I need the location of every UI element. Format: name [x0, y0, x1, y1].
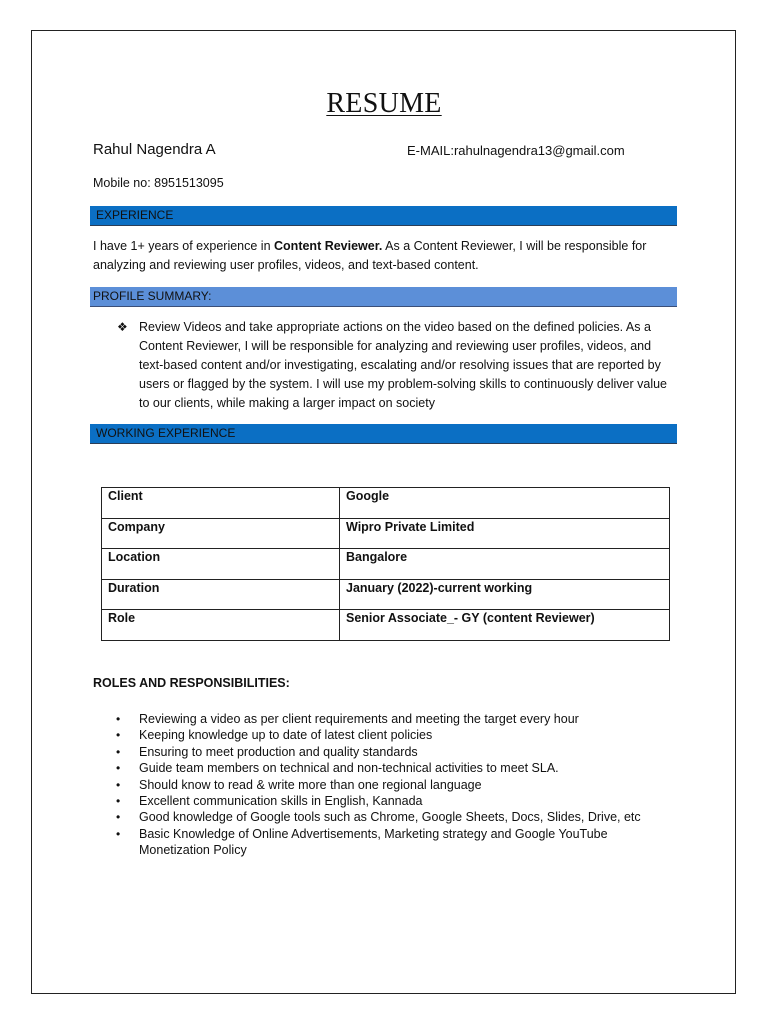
bullet-icon: • [116, 777, 121, 792]
role-text: Excellent communication skills in English, Kannada [139, 794, 423, 809]
section-header-experience: EXPERIENCE [90, 206, 677, 226]
section-header-profile-summary: PROFILE SUMMARY: [90, 287, 677, 307]
bullet-icon: • [116, 810, 121, 825]
table-row [102, 610, 670, 641]
table-value-duration: January (2022)-current working [340, 579, 670, 610]
list-item [93, 793, 673, 809]
table-value-location: Bangalore [340, 549, 670, 580]
bullet-icon: • [116, 744, 121, 759]
roles-heading: ROLES AND RESPONSIBILITIES: [93, 676, 290, 690]
role-text: Reviewing a video as per client requirements and meeting the target every hour [139, 712, 579, 726]
table-row [102, 518, 670, 549]
list-item [93, 826, 673, 859]
list-item [93, 777, 673, 793]
table-value-client: Google [340, 488, 670, 519]
table-row [102, 579, 670, 610]
table-key-company: Company [102, 518, 340, 549]
experience-paragraph [93, 237, 675, 275]
resume-title: RESUME [326, 88, 442, 119]
role-text: Guide team members on technical and non-technical activities to meet SLA. [139, 761, 559, 776]
work-experience-table [101, 487, 670, 641]
table-key-location: Location [102, 549, 340, 580]
experience-rest: As a Content Reviewer, I will be responsible for analyzing and reviewing user profiles, videos, and text-based content. [93, 239, 647, 272]
bullet-icon: • [116, 826, 121, 841]
bullet-icon: • [116, 761, 121, 776]
list-item [93, 744, 673, 760]
list-item [93, 727, 673, 743]
table-value-role: Senior Associate_- GY (content Reviewer) [340, 610, 670, 641]
profile-summary-text: Review Videos and take appropriate actions on the video based on the defined policies. As a Content Reviewer, I will be responsible for analyzing and reviewing user profiles, videos, and text-based content and/or investigating, escalating and/or resolving issues that are reported by users or flagged by the system. I will use my problem-solving skills to continuously deliver value to our clients, while making a larger impact on society [139, 320, 668, 410]
diamond-bullet-icon: ❖ [117, 320, 128, 334]
table-value-company: Wipro Private Limited [340, 518, 670, 549]
list-item [93, 711, 673, 727]
list-item [93, 760, 673, 776]
candidate-email: E-MAIL:rahulnagendra13@gmail.com [407, 143, 625, 158]
candidate-name: Rahul Nagendra A [93, 141, 216, 158]
table-key-client: Client [102, 488, 340, 519]
bullet-icon: • [116, 712, 121, 726]
table-row [102, 488, 670, 519]
role-text: Good knowledge of Google tools such as Chrome, Google Sheets, Docs, Slides, Drive, etc [139, 810, 641, 825]
experience-intro: I have 1+ years of experience in [93, 239, 275, 253]
list-item [93, 809, 673, 825]
role-text: Ensuring to meet production and quality standards [139, 744, 418, 759]
role-text: Keeping knowledge up to date of latest client policies [139, 728, 433, 743]
role-text: Basic Knowledge of Online Advertisements, Marketing strategy and Google YouTube Monetization Policy [139, 826, 608, 858]
table-key-role: Role [102, 610, 340, 641]
experience-role: Content Reviewer. [274, 239, 383, 253]
bullet-icon: • [116, 794, 121, 809]
candidate-mobile: Mobile no: 8951513095 [93, 176, 224, 190]
role-text: Should know to read & write more than one regional language [139, 777, 482, 792]
roles-list [93, 711, 673, 859]
section-header-working-experience: WORKING EXPERIENCE [90, 424, 677, 444]
table-key-duration: Duration [102, 579, 340, 610]
bullet-icon: • [116, 728, 121, 743]
table-row [102, 549, 670, 580]
